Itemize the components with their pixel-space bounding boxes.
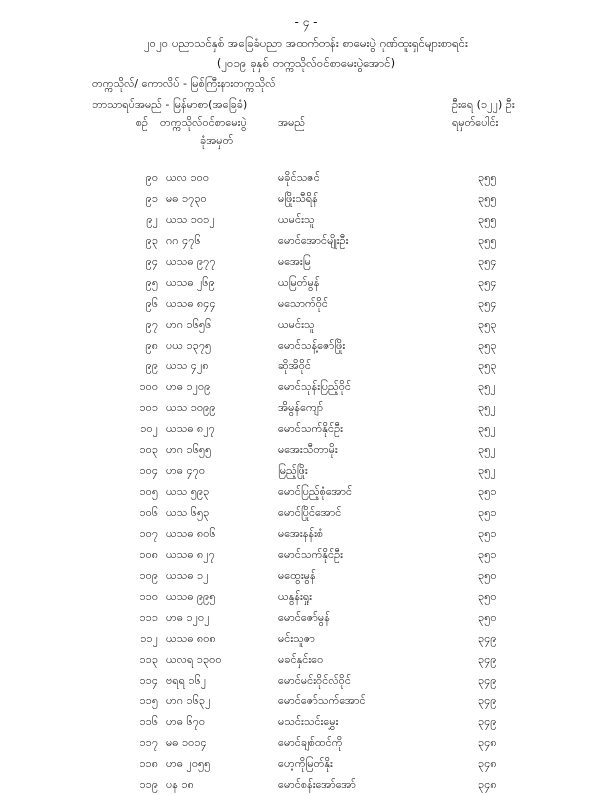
- roll-number-cell: ယသ ၄၂၈: [166, 359, 209, 373]
- name-cell: မောင်သုန်းပြည့်ဝိုင်: [278, 380, 352, 394]
- serial-cell: ၁၀၁: [139, 401, 158, 415]
- table-row: [0, 629, 612, 650]
- serial-cell: ၁၀၉: [139, 568, 158, 582]
- marks-cell: ၃၄၉: [478, 673, 497, 687]
- roll-number-cell: ယသ ၁၀၁၂: [166, 212, 215, 226]
- table-row: [0, 377, 612, 398]
- marks-cell: ၃၅၅: [478, 233, 497, 247]
- table-row: [0, 252, 612, 273]
- roll-number-cell: ယသဓ ၈၀၆: [166, 526, 216, 540]
- marks-cell: ၃၅၀: [478, 610, 497, 624]
- serial-cell: ၁၀၆: [139, 506, 158, 519]
- roll-number-cell: မဓ ၁၀၁၄: [166, 736, 207, 750]
- name-cell: ယမြတ်မွန်: [278, 275, 320, 289]
- roll-number-cell: ဟဓ ၂၀၅၅: [166, 757, 211, 771]
- roll-number-cell: ဟဓ ၄၇၀: [166, 464, 206, 478]
- roll-number-cell: ဟဓ ၁၂၀၂: [166, 610, 210, 624]
- serial-cell: ၁၀၀: [139, 380, 158, 394]
- marks-cell: ၃၅၂: [478, 464, 496, 478]
- table-row: [0, 210, 612, 231]
- serial-cell: ၁၁၅: [139, 694, 158, 708]
- marks-cell: ၃၅၅: [478, 171, 497, 184]
- name-cell: မောင်စန်းအော်အော်: [278, 778, 356, 792]
- document-subtitle: (၂၀၁၉ ခုနှစ် တက္ကသိုလ်ဝင်စာမေးပွဲအောင်): [216, 56, 396, 70]
- name-cell: ယမင်းသူ: [278, 212, 315, 226]
- table-row: [0, 712, 612, 733]
- marks-cell: ၃၅၄: [478, 275, 497, 289]
- name-cell: မအေးသီတာမိုး: [278, 443, 338, 457]
- roll-number-cell: ယသဓ ၈၂၇: [166, 547, 215, 561]
- roll-number-cell: ဟဂ ၁၆၃၂: [166, 694, 211, 708]
- table-row: [0, 650, 612, 671]
- marks-cell: ၃၅၃: [478, 338, 497, 352]
- table-row: [0, 273, 612, 294]
- roll-number-cell: ယသ ၅၉၃: [166, 485, 210, 499]
- name-cell: မောင်ပြိုင်အောင်: [278, 506, 342, 519]
- name-cell: ယနွန်းရှုး: [278, 589, 312, 603]
- table-row: [0, 775, 612, 796]
- table-row: [0, 336, 612, 357]
- table-row: [0, 315, 612, 336]
- serial-cell: ၉၂: [146, 212, 158, 226]
- marks-cell: ၃၅၂: [478, 422, 496, 436]
- marks-cell: ၃၄၉: [478, 631, 497, 645]
- serial-cell: ၉၈: [145, 338, 158, 352]
- serial-cell: ၁၀၃: [139, 443, 158, 457]
- serial-cell: ၁၁၄: [139, 673, 158, 687]
- marks-cell: ၃၅၁: [478, 485, 497, 499]
- name-cell: မသောက်ဝိုင်: [278, 296, 329, 310]
- table-row: [0, 691, 612, 712]
- headcount-label: ဦးရေ (၁၂၂) ဦး: [452, 98, 515, 111]
- name-cell: မခင်နှင်းဝေ: [278, 652, 324, 666]
- table-row: [0, 461, 612, 482]
- marks-cell: ၃၄၉: [478, 694, 497, 708]
- marks-cell: ၃၅၅: [478, 191, 497, 205]
- marks-cell: ၃၅၁: [478, 547, 497, 561]
- marks-cell: ၃၅၂: [478, 401, 496, 415]
- header-roll-number-line2: ခုံအမှတ်: [200, 134, 234, 147]
- name-cell: မောင်သက်နိုင်ဦး: [278, 422, 343, 436]
- marks-cell: ၃၅၂: [478, 443, 496, 457]
- marks-cell: ၃၄၉: [478, 715, 497, 729]
- name-cell: မောင်သန့်ဇော်ဖြိုး: [278, 338, 346, 352]
- marks-cell: ၃၅၁: [478, 506, 497, 519]
- table-row: [0, 566, 612, 587]
- roll-number-cell: ယသဓ ၉၉၅: [166, 589, 216, 603]
- serial-cell: ၉၁: [145, 191, 158, 205]
- table-row: [0, 754, 612, 775]
- roll-number-cell: ယသဓ ၂၆၉: [166, 275, 215, 289]
- marks-cell: ၃၅၃: [478, 317, 497, 331]
- marks-cell: ၃၄၈: [478, 736, 497, 750]
- roll-number-cell: ယသ ၆၅၃: [166, 506, 210, 519]
- table-row: [0, 398, 612, 419]
- serial-cell: ၉၅: [145, 275, 158, 289]
- name-cell: မောင်ဇော်သက်အောင်: [278, 694, 366, 708]
- page-number: - ၄ -: [294, 15, 318, 29]
- serial-cell: ၉၆: [145, 296, 158, 310]
- header-name: အမည်: [278, 116, 306, 129]
- serial-cell: ၁၁၆: [139, 715, 158, 729]
- roll-number-cell: ဗရရ ၁၆၂: [166, 673, 207, 687]
- roll-number-cell: ဟဓ ၆၇၀: [166, 715, 206, 729]
- name-cell: မောင်ဇော်မွန်: [278, 610, 330, 624]
- roll-number-cell: ပယ ၁၃၇၅: [166, 338, 212, 352]
- serial-cell: ၁၁၇: [139, 736, 158, 750]
- name-cell: မအေးမြ: [278, 254, 311, 268]
- roll-number-cell: ယသဓ ၉၇၇: [166, 254, 216, 268]
- roll-number-cell: ဟဓ ၁၂၀၉: [166, 380, 211, 394]
- table-row: [0, 356, 612, 377]
- serial-cell: ၉၄: [145, 254, 158, 268]
- roll-number-cell: ယသ ၁၀၉၉: [166, 401, 216, 415]
- name-cell: မြည့်ဖြိုး: [278, 464, 308, 478]
- serial-cell: ၉၇: [145, 317, 158, 331]
- serial-cell: ၁၁၈: [139, 757, 158, 771]
- roll-number-cell: ယလရ ၁၃၀၀: [166, 652, 222, 666]
- document-title: ၂၀၂၀ ပညာသင်နှစ် အခြေခံပညာ အထက်တန်း စာမေးပွဲ ဂုဏ်ထူးရှင်များစာရင်း: [144, 36, 468, 50]
- table-row: [0, 482, 612, 503]
- serial-cell: ၁၁၀: [139, 589, 158, 603]
- serial-cell: ၁၀၂: [140, 422, 158, 436]
- marks-cell: ၃၅၄: [478, 296, 497, 310]
- name-cell: မောင်ချစ်ထင်ကို: [278, 736, 343, 750]
- marks-cell: ၃၅၂: [478, 380, 496, 394]
- roll-number-cell: ဂဂ ၄၇၆: [166, 233, 201, 247]
- marks-cell: ၃၅၅: [478, 212, 497, 226]
- table-row: [0, 545, 612, 566]
- marks-cell: ၃၅၁: [478, 526, 497, 540]
- university-label: တက္ကသိုလ်/ ကောလိပ် - မြစ်ကြီးနားတက္ကသိုလ်: [92, 77, 276, 90]
- name-cell: မခိုင်သဇင်: [278, 171, 320, 184]
- marks-cell: ၃၄၉: [478, 652, 497, 666]
- serial-cell: ၁၁၂: [140, 631, 158, 645]
- subject-label: ဘာသာရပ်အမည် - မြန်မာစာ(အခြေခံ): [92, 98, 248, 111]
- roll-number-cell: ယသဓ ၁၂: [166, 568, 209, 582]
- header-roll-number: တက္ကသိုလ်ဝင်စာမေးပွဲ: [160, 116, 247, 129]
- name-cell: မအေးနန်းစံ: [278, 526, 324, 540]
- name-cell: မဖြိုးသီရိန်: [278, 191, 318, 205]
- table-row: [0, 671, 612, 692]
- table-row: [0, 189, 612, 210]
- roll-number-cell: ယလ ၁၀၀: [166, 171, 210, 184]
- marks-cell: ၃၅၃: [478, 359, 497, 373]
- serial-cell: ၁၀၄: [139, 464, 158, 478]
- name-cell: မောင်အောင်မျိုးဦး: [278, 233, 349, 247]
- roll-number-cell: ယသဓ ၈၂၇: [166, 422, 215, 436]
- name-cell: ယမင်းသူ: [278, 317, 315, 331]
- serial-cell: ၉၀: [145, 171, 158, 184]
- serial-cell: ၁၀၇: [139, 526, 158, 540]
- header-marks: ရမှတ်ပေါင်း: [452, 116, 499, 129]
- name-cell: မသင်းသင်းမွှေး: [278, 715, 339, 729]
- roll-number-cell: ယသဓ ၈၀၈: [166, 631, 216, 645]
- name-cell: ဟေ့ကိုမြတ်နိုး: [278, 757, 333, 771]
- roll-number-cell: ယသဓ ၈၄၄: [166, 296, 216, 310]
- table-row: [0, 440, 612, 461]
- marks-cell: ၃၅၀: [478, 589, 497, 603]
- name-cell: မထွေးမွန်: [278, 568, 316, 582]
- table-row: [0, 587, 612, 608]
- roll-number-cell: ဟဂ ၁၆၅၅: [166, 443, 212, 457]
- serial-cell: ၉၃: [145, 233, 158, 247]
- serial-cell: ၁၀၅: [139, 485, 158, 499]
- name-cell: မောင်ပြည့်စုံအောင်: [278, 485, 353, 499]
- marks-cell: ၃၅၀: [478, 568, 497, 582]
- table-row: [0, 608, 612, 629]
- results-table: [0, 168, 612, 796]
- header-serial: စဉ်: [135, 116, 148, 129]
- name-cell: အိမွန်ကျော်: [278, 401, 324, 415]
- serial-cell: ၁၀၈: [139, 547, 158, 561]
- marks-cell: ၃၄၈: [478, 778, 497, 792]
- name-cell: မောင်မင်းဝိုင်လ်ဝိုင်: [278, 673, 351, 687]
- roll-number-cell: ပန ၁၈: [166, 778, 194, 792]
- table-row: [0, 231, 612, 252]
- table-row: [0, 503, 612, 524]
- roll-number-cell: ဟဂ ၁၆၅၆: [166, 317, 212, 331]
- name-cell: မင်းသူဇာ: [278, 631, 315, 645]
- name-cell: ဆိုအိဝိုင်: [278, 359, 312, 373]
- table-row: [0, 294, 612, 315]
- table-row: [0, 524, 612, 545]
- table-row: [0, 733, 612, 754]
- serial-cell: ၁၁၁: [139, 610, 158, 624]
- serial-cell: ၁၁၃: [139, 652, 158, 666]
- serial-cell: ၁၁၉: [139, 778, 158, 792]
- table-row: [0, 168, 612, 189]
- serial-cell: ၉၉: [145, 359, 158, 373]
- roll-number-cell: မဓ ၁၇၃၀: [166, 191, 207, 205]
- marks-cell: ၃၄၈: [478, 757, 497, 771]
- table-row: [0, 419, 612, 440]
- marks-cell: ၃၅၄: [478, 254, 497, 268]
- name-cell: မောင်သက်နိုင်ဦး: [278, 547, 343, 561]
